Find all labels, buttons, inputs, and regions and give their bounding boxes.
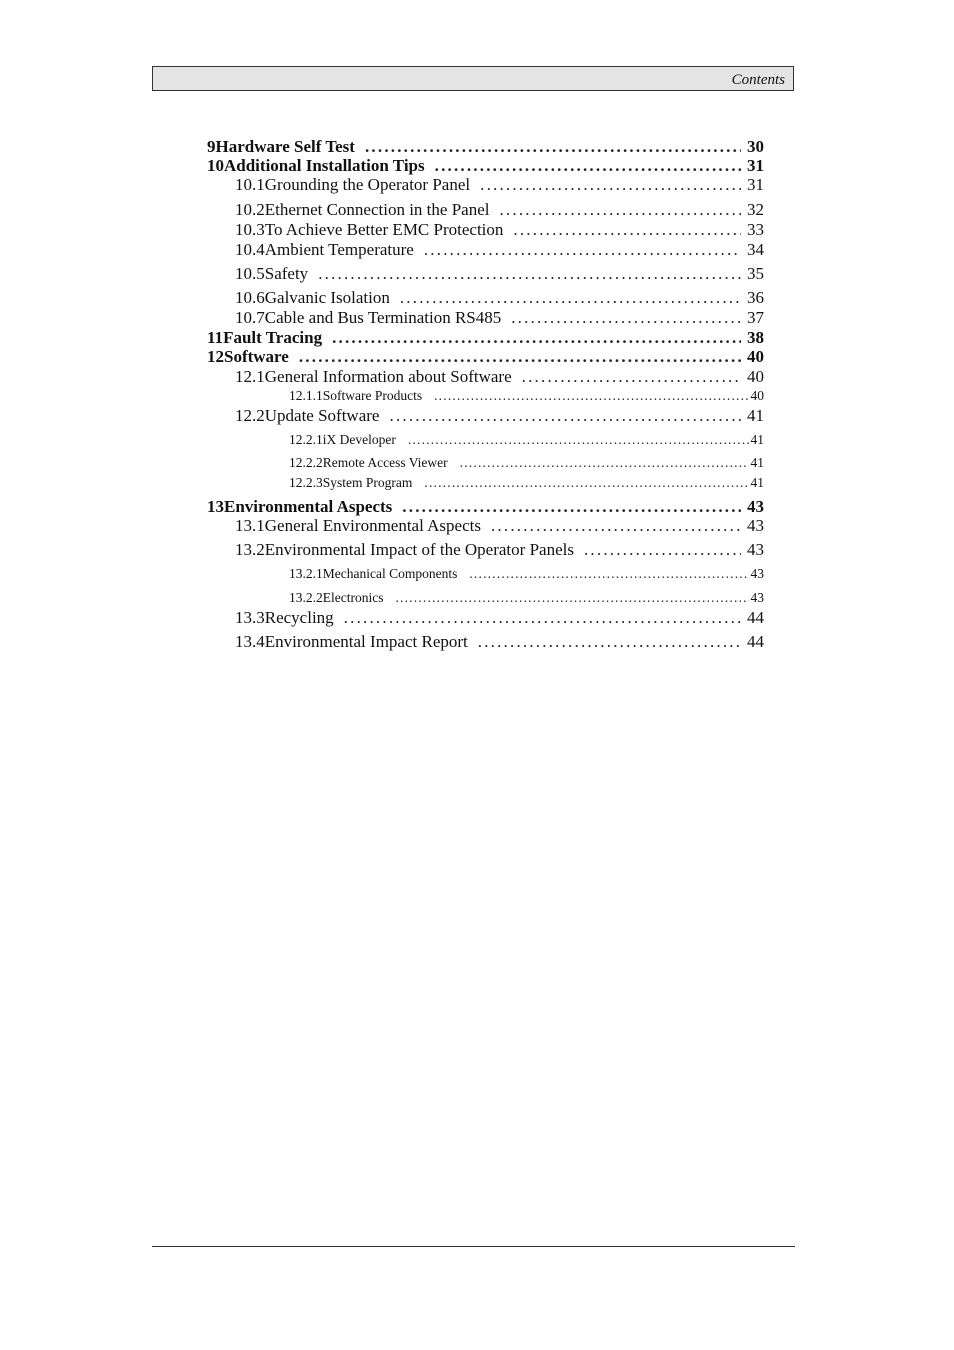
toc-dot-leader [365, 137, 741, 157]
toc-entry-number: 12.2.3 [289, 475, 323, 490]
toc-dot-leader [344, 608, 741, 628]
toc-entry[interactable] [235, 406, 764, 426]
toc-dot-leader [434, 388, 748, 404]
toc-entry[interactable] [235, 220, 764, 240]
toc-entry-page: 30 [747, 137, 764, 156]
toc-entry[interactable] [207, 497, 764, 517]
toc-entry-page: 40 [750, 388, 764, 403]
toc-entry-page: 40 [747, 347, 764, 366]
toc-entry-title: General Information about Software [264, 367, 512, 386]
toc-entry[interactable] [235, 200, 764, 220]
toc-dot-leader [402, 497, 741, 517]
toc-entry-number: 12.2 [235, 406, 265, 425]
toc-entry[interactable] [235, 175, 764, 195]
toc-entry-page: 41 [750, 475, 764, 490]
toc-entry-title: Safety [264, 264, 309, 283]
toc-entry[interactable] [289, 590, 764, 606]
toc-dot-leader [499, 200, 741, 220]
toc-entry-page: 43 [747, 516, 764, 535]
toc-entry-page: 37 [747, 308, 764, 327]
toc-entry-number: 10.2 [235, 200, 265, 219]
toc-entry-number: 10 [207, 156, 224, 175]
toc-dot-leader [460, 455, 749, 471]
toc-entry-page: 35 [747, 264, 764, 283]
toc-entry-page: 41 [747, 406, 764, 425]
toc-entry[interactable] [289, 432, 764, 448]
toc-entry-page: 41 [750, 455, 764, 470]
toc-entry[interactable] [207, 328, 764, 348]
toc-entry-title: iX Developer [322, 432, 396, 447]
toc-entry-page: 43 [750, 566, 764, 581]
toc-entry-page: 31 [747, 156, 764, 175]
toc-entry-page: 44 [747, 632, 764, 651]
toc-entry[interactable] [289, 388, 764, 404]
toc-entry-number: 10.7 [235, 308, 265, 327]
toc-entry-page: 40 [747, 367, 764, 386]
toc-entry-title: Hardware Self Test [215, 137, 355, 156]
toc-entry-page: 32 [747, 200, 764, 219]
toc-dot-leader [435, 156, 741, 176]
footer-rule [152, 1246, 795, 1247]
toc-entry-title: General Environmental Aspects [264, 516, 481, 535]
toc-entry-title: Galvanic Isolation [264, 288, 390, 307]
toc-entry-title: System Program [322, 475, 413, 490]
toc-entry-title: Grounding the Operator Panel [264, 175, 471, 194]
toc-dot-leader [424, 240, 741, 260]
toc-entry-page: 41 [750, 432, 764, 447]
toc-entry-number: 12.2.1 [289, 432, 323, 447]
toc-entry-page: 38 [747, 328, 764, 347]
toc-dot-leader [478, 632, 741, 652]
toc-dot-leader [480, 175, 741, 195]
toc-entry[interactable] [235, 264, 764, 284]
toc-entry-title: Ethernet Connection in the Panel [264, 200, 490, 219]
toc-entry-number: 12.1 [235, 367, 265, 386]
toc-entry-number: 13.1 [235, 516, 265, 535]
toc-entry-page: 34 [747, 240, 764, 259]
toc-entry-number: 13.2.1 [289, 566, 323, 581]
toc-entry[interactable] [235, 608, 764, 628]
toc-entry-number: 12.2.2 [289, 455, 323, 470]
toc-entry-title: Environmental Impact Report [264, 632, 468, 651]
toc-dot-leader [318, 264, 741, 284]
toc-dot-leader [395, 590, 748, 606]
toc-entry[interactable] [235, 516, 764, 536]
toc-dot-leader [389, 406, 741, 426]
toc-entry-title: Update Software [264, 406, 380, 425]
toc-entry-title: Additional Installation Tips [224, 156, 425, 175]
toc-entry[interactable] [207, 156, 764, 176]
toc-entry-page: 36 [747, 288, 764, 307]
toc-entry-title: Software [224, 347, 289, 366]
toc-entry-page: 43 [750, 590, 764, 605]
toc-entry-title: Environmental Impact of the Operator Panels [264, 540, 574, 559]
toc-entry-number: 11 [207, 328, 224, 347]
toc-dot-leader [408, 432, 749, 448]
toc-entry-title: Ambient Temperature [264, 240, 414, 259]
toc-entry-number: 13 [207, 497, 224, 516]
toc-dot-leader [400, 288, 741, 308]
toc-entry-number: 13.3 [235, 608, 265, 627]
toc-entry-number: 10.1 [235, 175, 265, 194]
toc-entry-title: Electronics [322, 590, 384, 605]
toc-entry[interactable] [289, 475, 764, 491]
toc-entry-title: Fault Tracing [223, 328, 323, 347]
toc-entry-number: 13.2.2 [289, 590, 323, 605]
toc-dot-leader [522, 367, 741, 387]
toc-entry-number: 13.2 [235, 540, 265, 559]
toc-entry-title: Environmental Aspects [224, 497, 393, 516]
toc-entry[interactable] [235, 308, 764, 328]
toc-entry[interactable] [235, 367, 764, 387]
toc-dot-leader [584, 540, 741, 560]
running-header-title: Contents [731, 72, 785, 88]
toc-entry[interactable] [235, 540, 764, 560]
toc-entry[interactable] [235, 240, 764, 260]
toc-dot-leader [513, 220, 741, 240]
toc-entry[interactable] [235, 288, 764, 308]
toc-entry-number: 12 [207, 347, 224, 366]
toc-dot-leader [469, 566, 748, 582]
toc-entry-title: Cable and Bus Termination RS485 [264, 308, 502, 327]
toc-entry-page: 43 [747, 497, 764, 516]
toc-entry-page: 33 [747, 220, 764, 239]
toc-entry-title: Software Products [322, 388, 423, 403]
toc-entry-number: 9 [207, 137, 216, 156]
toc-entry-number: 10.6 [235, 288, 265, 307]
toc-entry-page: 43 [747, 540, 764, 559]
toc-entry[interactable] [235, 632, 764, 652]
toc-entry-number: 10.3 [235, 220, 265, 239]
toc-dot-leader [491, 516, 741, 536]
toc-entry-number: 10.4 [235, 240, 265, 259]
toc-entry-number: 10.5 [235, 264, 265, 283]
toc-dot-leader [424, 475, 748, 491]
toc-entry-title: Mechanical Components [322, 566, 458, 581]
toc-entry-number: 13.4 [235, 632, 265, 651]
toc-entry-page: 31 [747, 175, 764, 194]
toc-entry-number: 12.1.1 [289, 388, 323, 403]
toc-entry-title: Remote Access Viewer [322, 455, 448, 470]
toc-entry[interactable] [289, 455, 764, 471]
toc-entry-title: To Achieve Better EMC Protection [264, 220, 504, 239]
toc-entry[interactable] [207, 347, 764, 367]
toc-entry-title: Recycling [264, 608, 334, 627]
toc-entry-page: 44 [747, 608, 764, 627]
toc-dot-leader [299, 347, 741, 367]
toc-entry[interactable] [207, 137, 764, 157]
toc-entry[interactable] [289, 566, 764, 582]
toc-dot-leader [332, 328, 741, 348]
toc-dot-leader [511, 308, 741, 328]
